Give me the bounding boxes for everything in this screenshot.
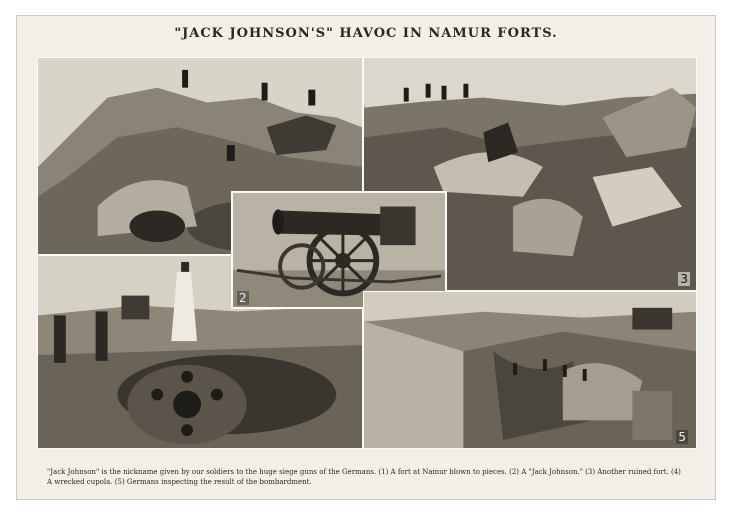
photo-5-bombardment-result (363, 291, 697, 449)
magazine-page (16, 15, 716, 500)
photo-number-2: 2 (239, 291, 247, 305)
photo-number-3: 3 (680, 272, 688, 286)
photo-number-5: 5 (678, 430, 686, 444)
page-caption: "Jack Johnson" is the nickname given by our soldiers to the huge siege guns of the Germans. (1) A fort at Namur blown to pieces. (2) A "Jack Johnson." (3) Another ruined fort. (4) A wrecked cupola. (5) Germans inspecting the result of the bombardment. (47, 468, 681, 486)
photo-5-image (364, 292, 696, 448)
photo-2-image (233, 193, 445, 307)
photo-grid (37, 57, 697, 449)
page-title: "JACK JOHNSON'S" HAVOC IN NAMUR FORTS. (174, 26, 558, 41)
